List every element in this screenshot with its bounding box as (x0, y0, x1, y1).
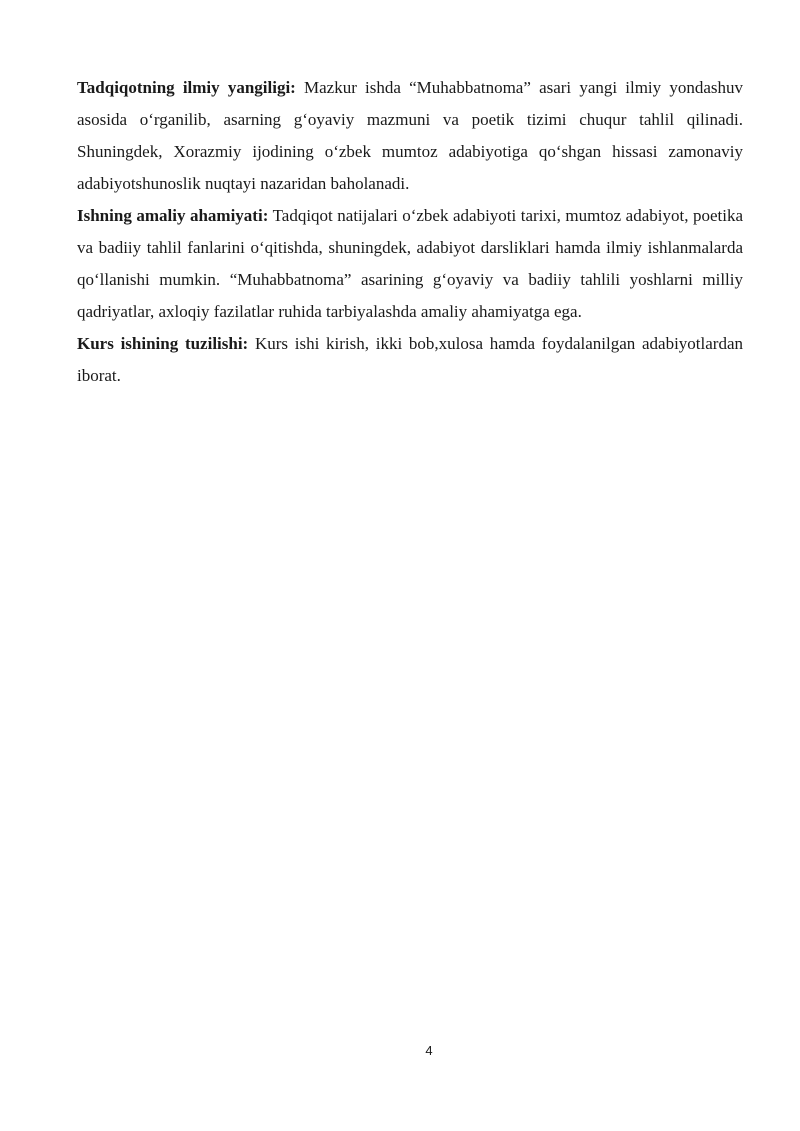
page-number: 4 (425, 1043, 433, 1058)
paragraph-text: Kurs ishi kirish, ikki bob,xulosa hamda foydalanilgan adabiyotlardan iborat. (77, 334, 744, 385)
paragraph-heading: Kurs ishining tuzilishi: (77, 334, 249, 353)
paragraph-structure (77, 328, 743, 392)
paragraph-text: Mazkur ishda “Muhabbatnoma” asari yangi ilmiy yondashuv asosida o‘rganilib, asarning g‘oyaviy mazmuni va poetik tizimi chuqur tahlil qilinadi. Shuningdek, Xorazmiy ijodining o‘zbek mumtoz adabiyotiga qo‘shgan hissasi zamonaviy adabiyotshunoslik nuqtayi nazaridan baholanadi. (77, 78, 743, 193)
paragraph-heading: Ishning amaliy ahamiyati: (77, 206, 269, 225)
paragraph-heading: Tadqiqotning ilmiy yangiligi: (77, 78, 296, 97)
document-body (77, 72, 743, 392)
paragraph-practical-significance (77, 200, 743, 328)
paragraph-scientific-novelty (77, 72, 743, 200)
paragraph-text: Tadqiqot natijalari o‘zbek adabiyoti tarixi, mumtoz adabiyot, poetika va badiiy tahlil fanlarini o‘qitishda, shuningdek, adabiyot darsliklari hamda ilmiy ishlanmalarda qo‘llanishi mumkin. “Muhabbatnoma” asarining g‘oyaviy va badiiy tahlili yoshlarni milliy qadriyatlar, axloqiy fazilatlar ruhida tarbiyalashda amaliy ahamiyatga ega. (77, 206, 743, 321)
